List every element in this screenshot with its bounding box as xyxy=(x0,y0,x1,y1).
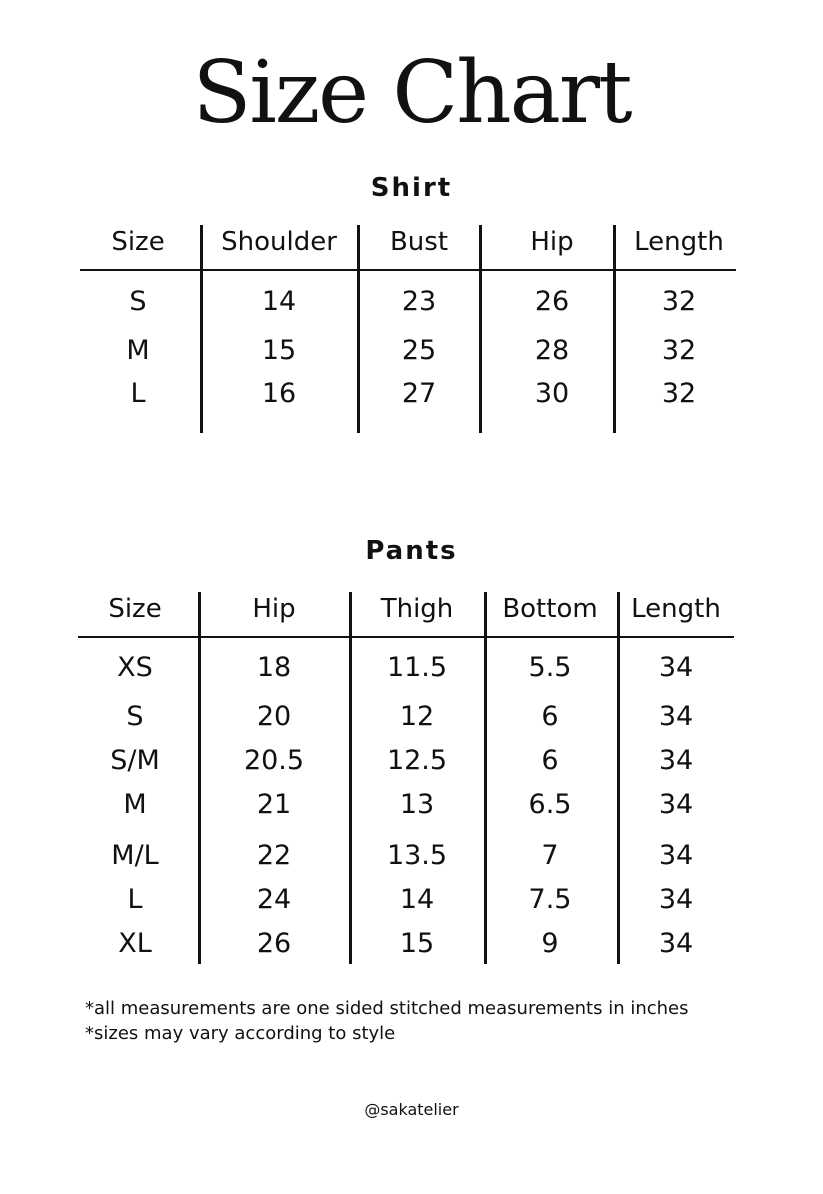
header-divider xyxy=(80,269,736,271)
measurement-cell: 32 xyxy=(661,378,697,409)
measurement-cell: 18 xyxy=(256,652,292,683)
size-label-cell: M xyxy=(126,335,150,366)
measurement-cell: 5.5 xyxy=(528,652,572,683)
measurement-cell: 26 xyxy=(534,286,570,317)
size-label-cell: S xyxy=(126,701,144,732)
column-header: Shoulder xyxy=(221,227,337,257)
measurement-cell: 14 xyxy=(261,286,297,317)
pants-heading: Pants xyxy=(365,536,458,566)
measurement-cell: 34 xyxy=(658,884,694,915)
measurement-cell: 22 xyxy=(256,840,292,871)
measurement-cell: 14 xyxy=(399,884,435,915)
size-label-cell: M/L xyxy=(111,840,159,871)
measurement-cell: 20 xyxy=(256,701,292,732)
measurement-cell: 21 xyxy=(256,789,292,820)
column-header: Size xyxy=(111,227,165,257)
measurement-cell: 34 xyxy=(658,652,694,683)
measurement-cell: 25 xyxy=(401,335,437,366)
sizing-note: *sizes may vary according to style xyxy=(85,1023,396,1044)
measurement-cell: 9 xyxy=(541,928,559,959)
measurement-cell: 34 xyxy=(658,789,694,820)
measurement-cell: 15 xyxy=(261,335,297,366)
shirt-heading: Shirt xyxy=(370,173,453,203)
column-header: Hip xyxy=(252,594,296,624)
measurement-cell: 30 xyxy=(534,378,570,409)
pants-size-table xyxy=(78,592,734,964)
measurement-note: *all measurements are one sided stitched measurements in inches xyxy=(85,998,689,1019)
measurement-cell: 34 xyxy=(658,928,694,959)
size-label-cell: XS xyxy=(117,652,153,683)
column-header: Length xyxy=(631,594,721,624)
social-handle: @sakatelier xyxy=(364,1100,459,1119)
measurement-cell: 24 xyxy=(256,884,292,915)
measurement-cell: 11.5 xyxy=(386,652,448,683)
measurement-cell: 13 xyxy=(399,789,435,820)
column-header: Thigh xyxy=(380,594,454,624)
size-label-cell: S/M xyxy=(110,745,160,776)
measurement-cell: 23 xyxy=(401,286,437,317)
column-header: Hip xyxy=(530,227,574,257)
measurement-cell: 27 xyxy=(401,378,437,409)
measurement-cell: 12 xyxy=(399,701,435,732)
measurement-cell: 34 xyxy=(658,701,694,732)
measurement-cell: 13.5 xyxy=(386,840,448,871)
column-header: Length xyxy=(634,227,724,257)
column-header: Size xyxy=(108,594,162,624)
size-label-cell: M xyxy=(123,789,147,820)
measurement-cell: 32 xyxy=(661,286,697,317)
size-label-cell: S xyxy=(129,286,147,317)
measurement-cell: 32 xyxy=(661,335,697,366)
header-divider xyxy=(78,636,734,638)
measurement-cell: 16 xyxy=(261,378,297,409)
measurement-cell: 7.5 xyxy=(528,884,572,915)
column-header: Bust xyxy=(389,227,449,257)
measurement-cell: 6 xyxy=(541,701,559,732)
measurement-cell: 15 xyxy=(399,928,435,959)
page-title: Size Chart xyxy=(192,43,631,143)
measurement-cell: 12.5 xyxy=(386,745,448,776)
measurement-cell: 20.5 xyxy=(243,745,305,776)
column-header: Bottom xyxy=(502,594,598,624)
measurement-cell: 34 xyxy=(658,840,694,871)
measurement-cell: 26 xyxy=(256,928,292,959)
size-label-cell: L xyxy=(127,884,143,915)
measurement-cell: 34 xyxy=(658,745,694,776)
shirt-size-table xyxy=(80,225,736,433)
size-label-cell: XL xyxy=(118,928,152,959)
size-label-cell: L xyxy=(130,378,146,409)
measurement-cell: 6 xyxy=(541,745,559,776)
measurement-cell: 7 xyxy=(541,840,559,871)
measurement-cell: 28 xyxy=(534,335,570,366)
measurement-cell: 6.5 xyxy=(528,789,572,820)
